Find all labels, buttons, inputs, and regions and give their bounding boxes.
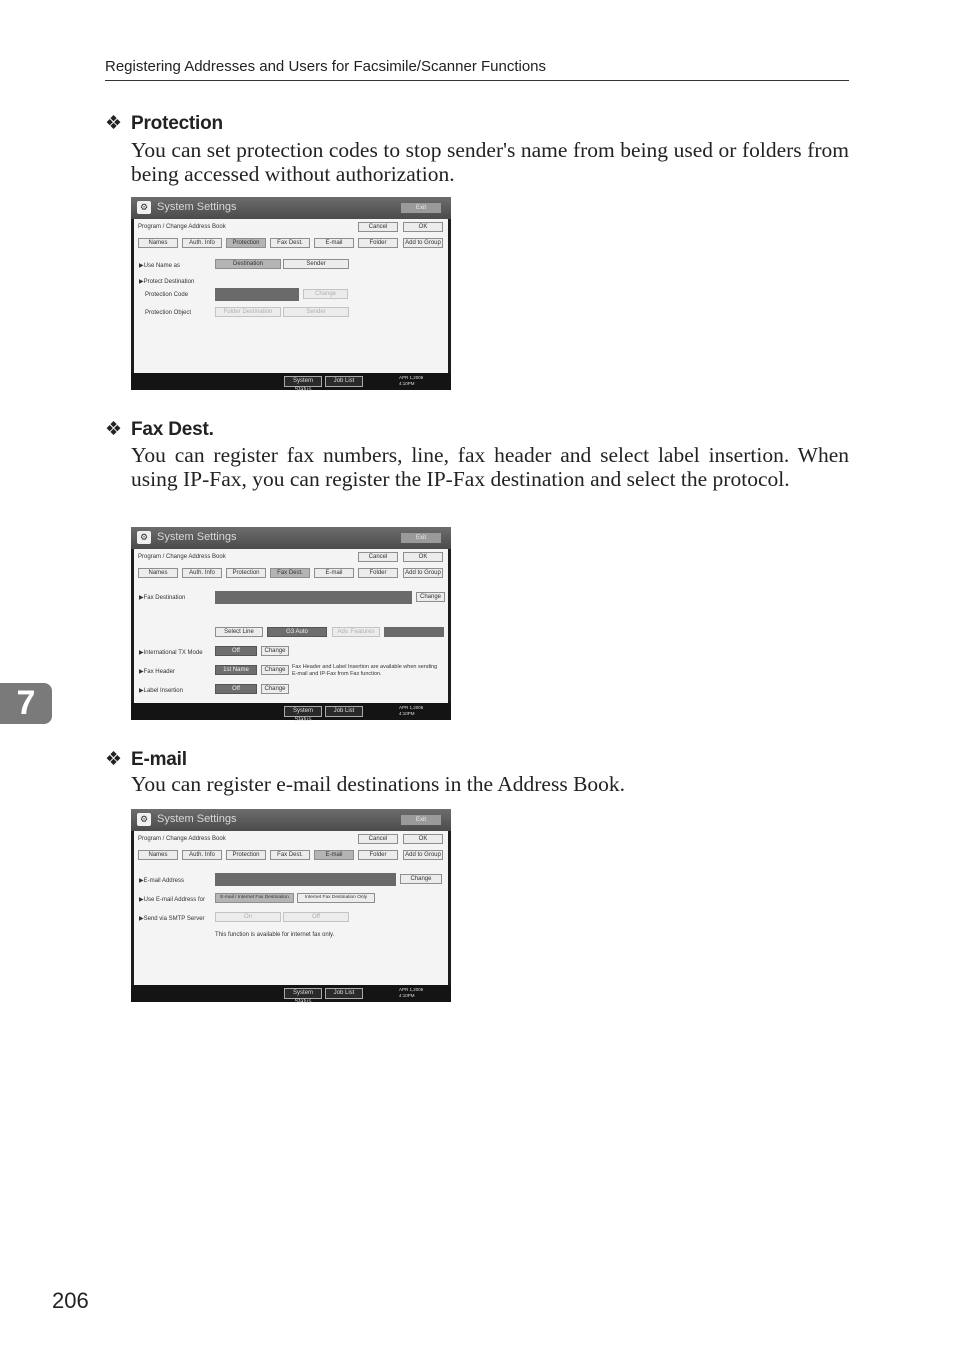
label-insertion-label: ▶Label Insertion — [139, 688, 183, 694]
email-address-change-button[interactable]: Change — [400, 874, 442, 884]
folder-destination-button[interactable]: Folder Destination — [215, 307, 281, 317]
cancel-button[interactable]: Cancel — [358, 834, 398, 844]
breadcrumb: Program / Change Address Book — [138, 836, 226, 842]
system-status-button[interactable]: System Status — [284, 706, 322, 717]
time-text: 4:10PM — [399, 381, 415, 386]
fax-header-value: 1st Name — [215, 665, 257, 675]
heading-text: Fax Dest. — [131, 419, 214, 440]
smtp-note: This function is available for internet fax only. — [215, 932, 335, 938]
screen-body — [134, 549, 448, 703]
tab-folder[interactable]: Folder — [358, 568, 398, 578]
status-footer — [131, 985, 451, 1005]
fax-header-change-button[interactable]: Change — [261, 665, 289, 675]
date-text: APR 1,2006 — [399, 987, 424, 992]
ok-button[interactable]: OK — [403, 834, 443, 844]
window-title: System Settings — [157, 531, 237, 543]
screenshot-protection — [131, 197, 451, 393]
tab-auth-info[interactable]: Auth. Info — [182, 238, 222, 248]
settings-icon: ⚙ — [137, 531, 151, 544]
tab-auth-info[interactable]: Auth. Info — [182, 568, 222, 578]
breadcrumb: Program / Change Address Book — [138, 554, 226, 560]
tab-fax-dest[interactable]: Fax Dest. — [270, 850, 310, 860]
section-heading-fax-dest — [105, 418, 214, 441]
screen-body — [134, 831, 448, 985]
protection-object-label: Protection Object — [145, 310, 192, 316]
title-bar — [131, 197, 451, 219]
job-list-button[interactable]: Job List — [325, 706, 363, 717]
tab-auth-info[interactable]: Auth. Info — [182, 850, 222, 860]
adv-features-field — [384, 627, 444, 637]
diamond-bullet-icon: ❖ — [105, 749, 122, 770]
time-text: 4:10PM — [399, 711, 415, 716]
email-address-label: ▶E-mail Address — [139, 878, 184, 884]
sender-button[interactable]: Sender — [283, 259, 349, 269]
tab-folder[interactable]: Folder — [358, 238, 398, 248]
fax-destination-label: ▶Fax Destination — [139, 595, 186, 601]
tab-email[interactable]: E-mail — [314, 238, 354, 248]
status-footer — [131, 373, 451, 393]
diamond-bullet-icon: ❖ — [105, 419, 122, 440]
tab-add-to-group[interactable]: Add to Group — [403, 850, 443, 860]
cancel-button[interactable]: Cancel — [358, 552, 398, 562]
date-time — [399, 987, 439, 999]
title-bar — [131, 527, 451, 549]
page-number: 206 — [52, 1288, 89, 1313]
screenshot-fax-dest — [131, 527, 451, 723]
date-time — [399, 705, 439, 717]
email-address-field[interactable] — [215, 873, 396, 886]
section-paragraph-email: You can register e-mail destinations in the Address Book. — [131, 772, 626, 796]
job-list-button[interactable]: Job List — [325, 988, 363, 999]
time-text: 4:10PM — [399, 993, 415, 998]
intl-tx-mode-label: ▶International TX Mode — [139, 650, 203, 656]
tab-names[interactable]: Names — [138, 568, 178, 578]
adv-features-button[interactable]: Adv. Features — [332, 627, 380, 637]
exit-button[interactable]: Exit — [401, 815, 441, 825]
date-text: APR 1,2006 — [399, 705, 424, 710]
use-email-for-label: ▶Use E-mail Address for — [139, 897, 205, 903]
g3-auto-value: G3 Auto — [267, 627, 327, 637]
cancel-button[interactable]: Cancel — [358, 222, 398, 232]
tab-protection[interactable]: Protection — [226, 238, 266, 248]
tab-add-to-group[interactable]: Add to Group — [403, 568, 443, 578]
diamond-bullet-icon: ❖ — [105, 113, 122, 134]
status-footer — [131, 703, 451, 723]
select-line-button[interactable]: Select Line — [215, 627, 263, 637]
window-title: System Settings — [157, 813, 237, 825]
tab-names[interactable]: Names — [138, 850, 178, 860]
chapter-tab: 7 — [0, 683, 52, 724]
ok-button[interactable]: OK — [403, 552, 443, 562]
tab-protection[interactable]: Protection — [226, 850, 266, 860]
date-text: APR 1,2006 — [399, 375, 424, 380]
label-insertion-value: Off — [215, 684, 257, 694]
intl-tx-mode-change-button[interactable]: Change — [261, 646, 289, 656]
heading-text: Protection — [131, 113, 223, 134]
breadcrumb: Program / Change Address Book — [138, 224, 226, 230]
window-title: System Settings — [157, 201, 237, 213]
tab-add-to-group[interactable]: Add to Group — [403, 238, 443, 248]
system-status-button[interactable]: System Status — [284, 376, 322, 387]
ok-button[interactable]: OK — [403, 222, 443, 232]
system-status-button[interactable]: System Status — [284, 988, 322, 999]
protection-code-field[interactable] — [215, 288, 299, 301]
smtp-on-button[interactable]: On — [215, 912, 281, 922]
screenshot-email — [131, 809, 451, 1005]
use-name-as-label: ▶Use Name as — [139, 263, 180, 269]
job-list-button[interactable]: Job List — [325, 376, 363, 387]
protection-code-change-button[interactable]: Change — [303, 289, 348, 299]
protect-destination-label: ▶Protect Destination — [139, 279, 195, 285]
tab-fax-dest[interactable]: Fax Dest. — [270, 568, 310, 578]
tab-email[interactable]: E-mail — [314, 850, 354, 860]
exit-button[interactable]: Exit — [401, 533, 441, 543]
section-paragraph-protection: You can set protection codes to stop sender's name from being used or folders from being accessed without authorization. — [131, 138, 849, 186]
smtp-off-button[interactable]: Off — [283, 912, 349, 922]
section-paragraph-fax-dest: You can register fax numbers, line, fax header and select label insertion. When using IP-Fax, you can register the IP-Fax destination and select the protocol. — [131, 443, 849, 491]
settings-icon: ⚙ — [137, 201, 151, 214]
screen-body — [134, 219, 448, 373]
fax-header-note: Fax Header and Label Insertion are available when sending E-mail and IP-Fax from Fax function. — [292, 664, 438, 677]
protection-object-sender-button[interactable]: Sender — [283, 307, 349, 317]
fax-destination-change-button[interactable]: Change — [416, 592, 445, 602]
intl-tx-mode-value: Off — [215, 646, 257, 656]
section-heading-email — [105, 748, 187, 771]
date-time — [399, 375, 439, 387]
section-heading-protection — [105, 112, 223, 135]
exit-button[interactable]: Exit — [401, 203, 441, 213]
label-insertion-change-button[interactable]: Change — [261, 684, 289, 694]
title-bar — [131, 809, 451, 831]
settings-icon: ⚙ — [137, 813, 151, 826]
protection-code-label: Protection Code — [145, 292, 189, 298]
running-header: Registering Addresses and Users for Facsimile/Scanner Functions — [105, 58, 849, 81]
destination-button[interactable]: Destination — [215, 259, 281, 269]
tab-names[interactable]: Names — [138, 238, 178, 248]
tab-fax-dest[interactable]: Fax Dest. — [270, 238, 310, 248]
internet-fax-only-button[interactable]: Internet Fax Destination Only — [297, 893, 375, 903]
heading-text: E-mail — [131, 749, 187, 770]
email-internet-fax-button[interactable]: E-mail / Internet Fax Destination — [215, 893, 294, 903]
fax-header-label: ▶Fax Header — [139, 669, 175, 675]
tab-folder[interactable]: Folder — [358, 850, 398, 860]
tab-email[interactable]: E-mail — [314, 568, 354, 578]
tab-protection[interactable]: Protection — [226, 568, 266, 578]
send-via-smtp-label: ▶Send via SMTP Server — [139, 916, 205, 922]
fax-destination-field[interactable] — [215, 591, 412, 604]
